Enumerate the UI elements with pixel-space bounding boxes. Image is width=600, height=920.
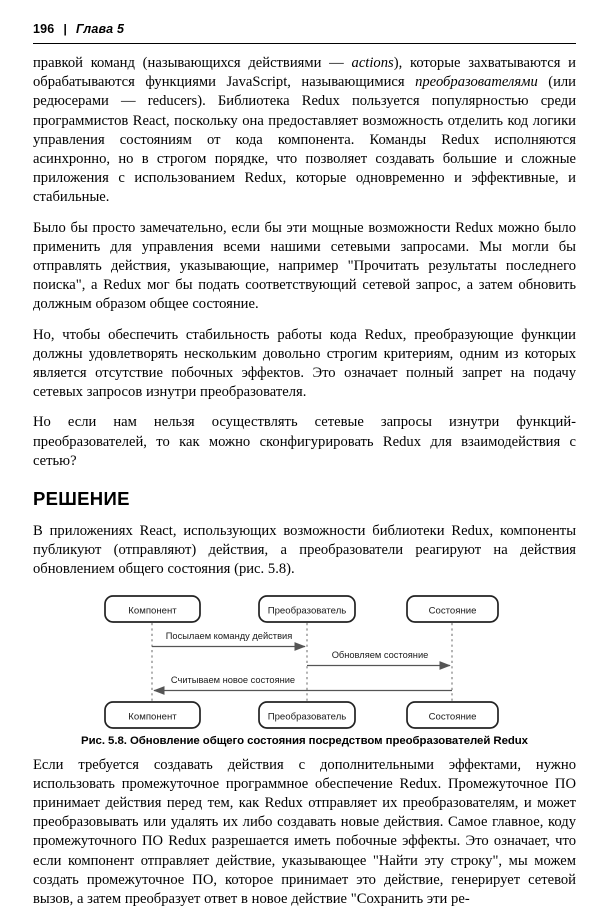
figure-5-8 (33, 592, 576, 750)
paragraph-2: Было бы просто замечательно, если бы эти мощные возможности Redux можно было применить для управления всеми нашими сетевыми запросами. Мы могли бы отправлять действия, указывающие, например "Прочитать результаты последнего поиска", а Redux мог бы подать соответствующий сетевой запрос, а затем обновить должным образом общее состояние. (33, 219, 576, 313)
emphasis-actions: actions (351, 55, 394, 71)
message-update-state (307, 650, 450, 666)
participant-box-reducer-top (259, 596, 355, 622)
participant-label-component-bottom: Компонент (128, 711, 177, 723)
paragraph-6: Если требуется создавать действия с дополнительными эффектами, нужно использовать промежуточное программное обеспечение Redux. Промежуточное ПО принимает действия перед тем, как Redux отправляет их преобразователям, и может преобразовывать или удалять их либо создавать новые действия. Самое главное, коду промежуточного ПО Redux разрешается иметь побочные эффекты. Это означает, что если компонент отправляет действие, указывающее "Найти эту строку", мы можем создать промежуточное ПО, которое принимает это действие, генерирует сетевой вызов, а затем преобразует ответ в новое действие "Сохранить эти ре- (33, 756, 576, 908)
section-heading-solution: РЕШЕНИЕ (33, 488, 130, 510)
paragraph-continuation (33, 54, 576, 208)
participant-box-component-bottom (105, 702, 200, 728)
paragraph-4: Но если нам нельзя осуществлять сетевые запросы изнутри функций-преобразователей, то как можно сконфигурировать Redux для взаимодействия с сетью? (33, 414, 576, 469)
participant-label-reducer-bottom: Преобразователь (267, 711, 347, 723)
figure-caption: Рис. 5.8. Обновление общего состояния посредством преобразователей Redux (81, 734, 528, 747)
paragraph-1-part-c: (или редюсерами — reducers). Библиотека Redux пользуется популярностью среди программистов React, поскольку она предоставляет возможность отделить код логики управления состояниям от кода компонента. Команды Redux исполняются асинхронно, но в строгом порядке, что позволяет создавать большие и сложные приложения с использованием Redux, которые одновременно и эффективные, и стабильные. (33, 74, 576, 206)
participant-box-state-bottom (407, 702, 498, 728)
paragraph-3: Но, чтобы обеспечить стабильность работы кода Redux, преобразующие функции должны удовлетворять нескольким довольно строгим критериям, одним из которых является отсутствие побочных эффектов. Это означает полный запрет на подачу сетевых запросов изнутри преобразователя. (33, 326, 576, 401)
message-label-dispatch-action: Посылаем команду действия (165, 630, 293, 641)
participant-label-component-top: Компонент (128, 605, 177, 617)
participant-label-reducer-top: Преобразователь (267, 605, 347, 617)
page-number: 196 (33, 22, 55, 36)
paragraph-5: В приложениях React, использующих возможности библиотеки Redux, компоненты публикуют (отправляют) действия, а преобразователи реагируют на действия обновлением общего состояния (рис. 5.8). (33, 523, 576, 578)
message-label-read-new-state: Считываем новое состояние (170, 674, 296, 685)
chapter-title: Глава 5 (76, 22, 125, 36)
paragraph-1-part-b: ), которые захватываются и обрабатываются функциями JavaScript, называющимися (33, 55, 576, 91)
sequence-diagram (33, 592, 576, 750)
participant-box-state-top (407, 596, 498, 622)
participant-label-state-bottom: Состояние (428, 711, 477, 723)
message-dispatch-action (152, 631, 305, 647)
message-label-update-state: Обновляем состояние (331, 649, 429, 660)
body-column (33, 54, 576, 920)
participant-box-component-top (105, 596, 200, 622)
emphasis-reducers: преобразователями (415, 74, 538, 91)
participant-label-state-top: Состояние (428, 605, 477, 617)
message-read-new-state (154, 675, 452, 691)
running-head-separator: | (63, 22, 68, 36)
running-head-rule (33, 43, 576, 44)
paragraph-1-part-a: правкой команд (называющихся действиями — (33, 55, 352, 71)
participant-box-reducer-bottom (259, 702, 355, 728)
